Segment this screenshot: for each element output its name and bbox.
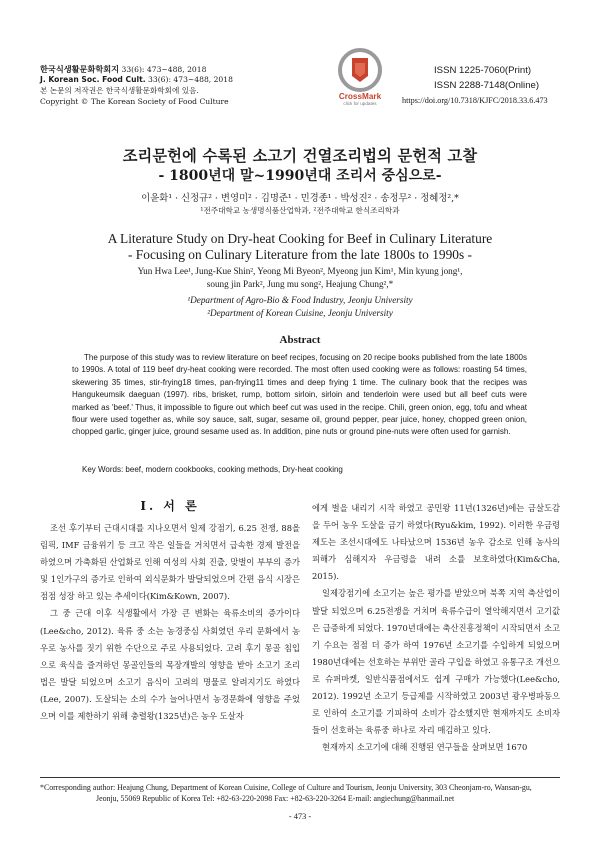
journal-name-en: J. Korean Soc. Food Cult. — [40, 75, 146, 84]
keywords: Key Words: beef, modern cookbooks, cooking methods, Dry-heat cooking — [82, 465, 343, 474]
affiliation-en-2: ²Department of Korean Cuisine, Jeonju University — [207, 308, 393, 318]
crossmark-sub: click for updates — [343, 101, 377, 106]
paragraph: 일제강점기에 소고기는 높은 평가를 받았으며 북쪽 지역 축산업이 발달 되었으며 6.25전쟁을 거치며 육류수급이 열악해지면서 고기값은 급증하게 되었다. 1970년대에는 축산진흥정책이 시작되면서 소고기 수요는 점점 더 증가 하여 1976년 소고기를 수입하게 되었으며 1980년대에는 선호하는 부위만 골라 구입을 하였고 유통구조 개선으로 슈퍼마켓, 일반식품점에서도 쉽게 구매가 가능했다(Lee&cho, 2012). 1992년 소고기 등급제를 시작하였고 2003년 광우병파동으로 인하여 소고기를 기피하여 소비가 감소했지만 현재까지도 소비자들이 선호하는 육류중 하나로 자리 매김하고 있다. — [312, 588, 560, 736]
title-en-sub: - Focusing on Culinary Literature from the late 1800s to 1990s - — [128, 247, 472, 262]
title-ko-sub: - 1800년대 말~1990년대 조리서 중심으로- — [158, 168, 442, 184]
doi-link[interactable]: https://doi.org/10.7318/KJFC/2018.33.6.473 — [402, 96, 548, 105]
authors-en-line2: soung jin Park², Jung mu song², Heajung Chung²,* — [206, 279, 394, 289]
copyright-en: Copyright © The Korean Society of Food Culture — [40, 97, 229, 106]
abstract-heading: Abstract — [279, 334, 321, 346]
issn-print: ISSN 1225-7060(Print) — [434, 65, 532, 76]
corresponding-author-line1: *Corresponding author: Heajung Chung, Department of Korean Cuisine, College of Culture and Tourism, Jeonju University, 303 Cheonjam-ro, Wansan-gu, — [40, 783, 532, 792]
corresponding-author — [40, 782, 560, 804]
crossmark-icon — [332, 46, 388, 106]
authors-ko: 이윤화¹ · 신정규² · 변영미² · 김명준¹ · 민경종¹ · 박성진² · 송정무² · 정혜정²,* — [141, 193, 459, 204]
crossmark-label: CrossMark — [338, 92, 382, 101]
title-en-main: A Literature Study on Dry-heat Cooking for Beef in Culinary Literature — [107, 231, 493, 246]
issn-online: ISSN 2288-7148(Online) — [434, 80, 540, 91]
footer-rule — [40, 777, 560, 778]
journal-cite-ko: 33(6): 473~488, 2018 — [121, 65, 207, 74]
journal-citation-ko — [40, 64, 206, 75]
affiliation-en-1: ¹Department of Agro-Bio & Food Industry, Jeonju University — [187, 295, 413, 305]
page-number: - 473 - — [288, 812, 312, 821]
abstract-body — [72, 352, 527, 439]
authors-en-line1: Yun Hwa Lee¹, Jung-Kue Shin², Yeong Mi Byeon², Myeong jun Kim¹, Min kyung jong¹, — [137, 266, 463, 276]
title-ko-main: 조리문헌에 수록된 소고기 건열조리법의 문헌적 고찰 — [122, 147, 478, 165]
abstract-text: The purpose of this study was to review literature on beef recipes, focusing on 20 recipe books published from the late 1800s to 1990s. A total of 119 beef dry-heat cooking were recorded. The most often used cooking were as follows: roasting 54 times, skewering 35 times, stir-frying18 times, pan-frying11 times and deep frying 1 time. The culinary book that the recipes was Hangukeumsik daeguan (1997). ribs, brisket, rump, bottom sirloin, sirloin and tenderloin were used but all beef cuts were marked as 'beef.' Thus, it impossible to figure out which beef cut was used in the recipe. Chili, green onion, egg, tofu and wheat flour were used together as, while soy sauce, salt, sugar, sesame oil, ground pepper, pear juice, honey, chopped green onion, chopped garlic, ginger juice, ground sesame used as. In addition, pine nuts or ground pine-nuts were often used for garnish. — [72, 353, 527, 437]
section-heading-introduction: Ⅰ. 서 론 — [140, 499, 200, 513]
paragraph: 조선 후기부터 근대시대를 지나오면서 일제 강점기, 6.25 전쟁, 88올림픽, IMF 금융위기 등 크고 작은 일들을 거치면서 급속한 경제 발전을 하였으며 가축화된 산업화로 인해 여성의 사회 진출, 맞벌이 부부의 증가 및 1인가구의 증가로 인하여 외식문화가 발달되었으며 간편 음식 시장은 점점 성장 하고 있는 추세이다(Kim&Kown, 2007). — [40, 523, 300, 602]
journal-citation-en — [40, 75, 233, 85]
body-column-left — [40, 520, 300, 725]
crossmark-badge[interactable] — [332, 46, 388, 110]
journal-cite-en: 33(6): 473~488, 2018 — [148, 75, 233, 84]
affiliation-ko: ¹전주대학교 농생명식품산업학과, ²전주대학교 한식조리학과 — [200, 206, 400, 215]
copyright-ko: 본 논문의 저작권은 한국식생활문화학회에 있음. — [40, 86, 199, 95]
body-column-right — [312, 500, 560, 756]
corresponding-author-line2: Jeonju, 55069 Republic of Korea Tel: +82-63-220-2098 Fax: +82-63-220-3264 E-mail: angiechung@hanmail.net — [96, 794, 455, 803]
paragraph: 에게 벌을 내리기 시작 하였고 공민왕 11년(1326년)에는 금살도감을 두어 농우 도살을 금기 하였다(Ryu&kim, 1992). 이러한 우금령제도는 조선시대에도 나타났으며 1536년 농우 감소로 인해 농사의 피해가 심해지자 우금령을 내려 소를 보호하였다(Kim&Cha, 2015). — [312, 503, 560, 582]
paragraph: 그 중 근대 이후 식생활에서 가장 큰 변화는 육류소비의 증가이다(Lee&cho, 2012). 육류 중 소는 농경중심 사회였던 우리 문화에서 농우로 농사를 짓기 위한 수단으로 주로 사용되었다. 고려 후기 몽골 침입으로 육식을 즐겨하던 몽골인들의 목장개발의 영향을 받아 소고기 조리법은 발달 되었으며 소고기 음식이 고려의 명물로 알려지기도 하였다(Lee, 2007). 도살되는 소의 수가 늘어나면서 농경문화에 영향을 주었으며 이를 제한하기 위해 충렬왕(1325년)은 농우 도살자 — [40, 608, 300, 722]
paragraph: 현재까지 소고기에 대해 진행된 연구들을 살펴보면 1670 — [322, 742, 528, 753]
journal-name-ko: 한국식생활문화학회지 — [40, 64, 120, 74]
